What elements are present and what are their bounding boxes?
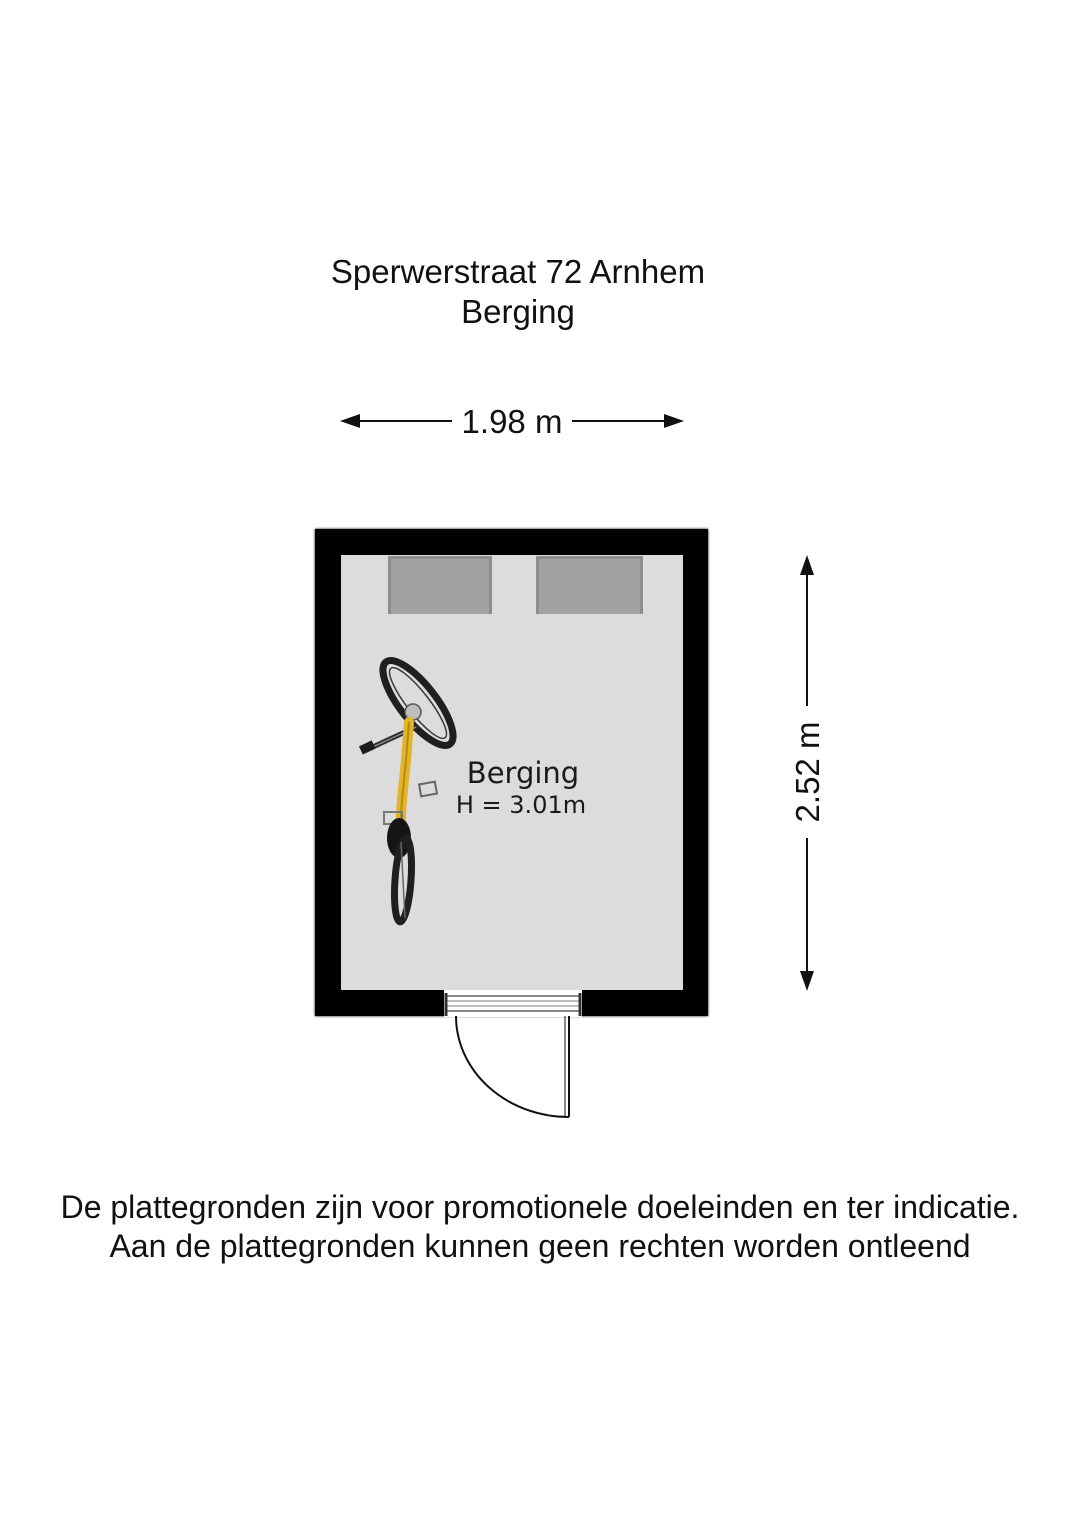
floor-name: Berging	[461, 293, 575, 330]
depth-label: 2.52 m	[789, 721, 826, 823]
arrow-up-icon	[800, 555, 814, 575]
disclaimer-line-2: Aan de plattegronden kunnen geen rechten worden ontleend	[109, 1228, 971, 1264]
door-icon	[444, 990, 582, 1117]
width-label: 1.98 m	[461, 403, 563, 440]
arrow-down-icon	[800, 971, 814, 991]
arrow-right-icon	[664, 414, 684, 428]
room-height: H = 3.01m	[455, 791, 587, 819]
disclaimer-line-1: De plattegronden zijn voor promotionele doeleinden en ter indicatie.	[60, 1189, 1020, 1225]
depth-dimension	[789, 555, 826, 991]
disclaimer	[0, 1188, 1080, 1266]
arrow-left-icon	[340, 414, 360, 428]
storage-cabinet-left	[388, 556, 492, 614]
property-address: Sperwerstraat 72 Arnhem	[330, 253, 706, 290]
room-name: Berging	[466, 756, 580, 790]
width-dimension	[340, 403, 684, 440]
storage-cabinet-right	[536, 556, 643, 614]
